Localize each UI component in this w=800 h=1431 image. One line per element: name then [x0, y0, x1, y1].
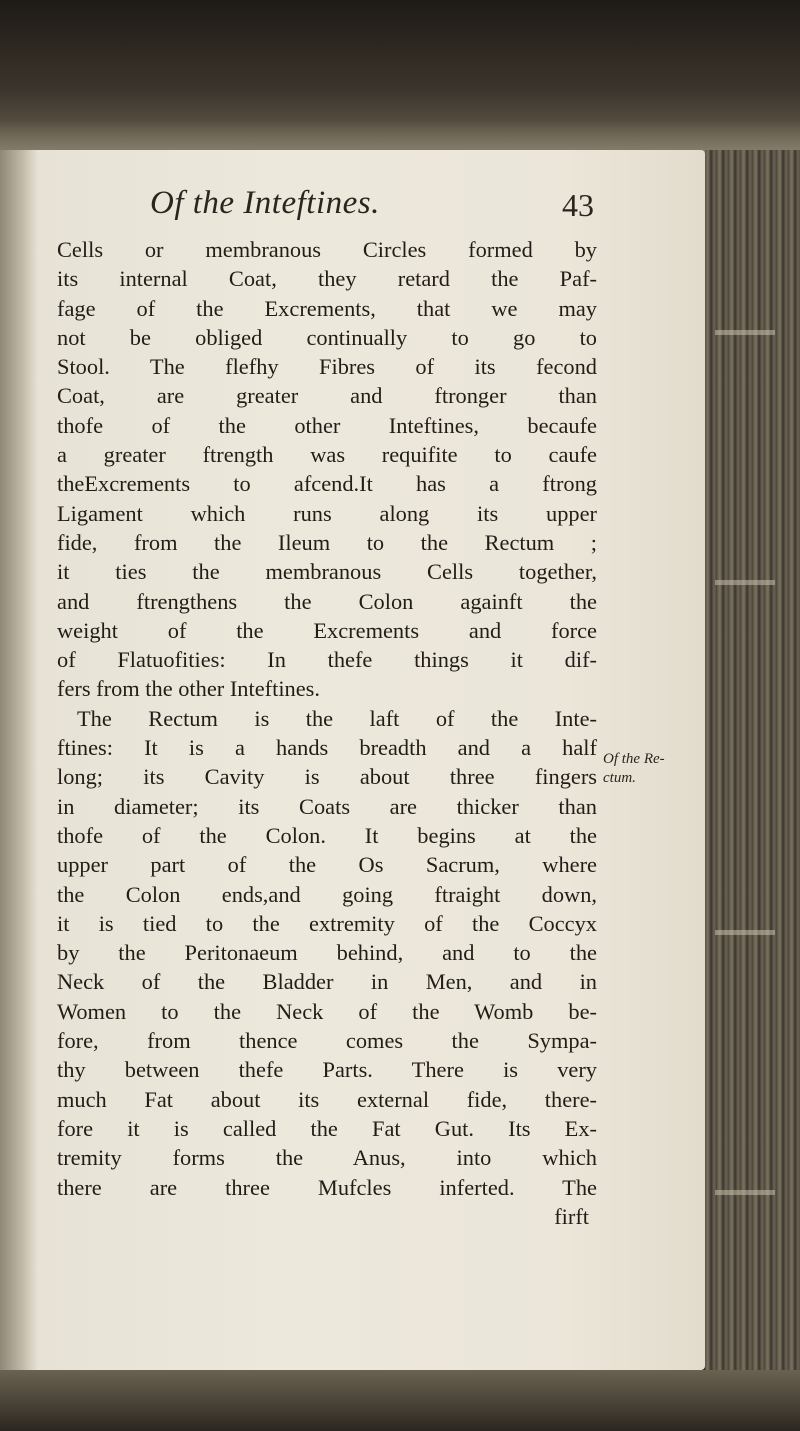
text-line: Ligament which runs along its upper: [57, 500, 597, 526]
body-text: [57, 235, 597, 1231]
text-line: long; its Cavity is about three fingers: [57, 764, 597, 790]
scan-background-bottom: [0, 1370, 800, 1431]
text-line: fage of the Excrements, that we may: [57, 295, 597, 321]
text-line: thy between thefe Parts. There is very: [57, 1057, 597, 1083]
page-header: [0, 185, 705, 235]
text-line: of Flatuofities: In thefe things it dif-: [57, 647, 597, 673]
page-edge-highlight: [715, 1190, 775, 1195]
text-line: its internal Coat, they retard the Paf-: [57, 266, 597, 292]
text-line: fore, from thence comes the Sympa-: [57, 1028, 597, 1054]
text-line: tremity forms the Anus, into which: [57, 1145, 597, 1171]
text-line: ftines: It is a hands breadth and a half: [57, 735, 597, 761]
text-line: there are three Mufcles inferted. The: [57, 1174, 597, 1200]
text-line: Coat, are greater and ftronger than: [57, 383, 597, 409]
text-line: much Fat about its external fide, there-: [57, 1086, 597, 1112]
catchword: firft: [554, 1203, 589, 1229]
text-line: theExcrements to afcend.It has a ftrong: [57, 471, 597, 497]
book-edge: [705, 150, 800, 1370]
page-edge-highlight: [715, 930, 775, 935]
text-line: Neck of the Bladder in Men, and in: [57, 969, 597, 995]
text-line: a greater ftrength was requifite to caufe: [57, 442, 597, 468]
text-line: it is tied to the extremity of the Coccyx: [57, 910, 597, 936]
text-line: not be obliged continually to go to: [57, 324, 597, 350]
margin-note: [603, 750, 703, 788]
text-line: it ties the membranous Cells together,: [57, 559, 597, 585]
text-line: fore it is called the Fat Gut. Its Ex-: [57, 1115, 597, 1141]
text-line: weight of the Excrements and force: [57, 617, 597, 643]
margin-note-line: ctum.: [603, 770, 636, 786]
margin-note-line: Of the Re-: [603, 751, 665, 767]
text-line: and ftrengthens the Colon againft the: [57, 588, 597, 614]
page-edge-highlight: [715, 580, 775, 585]
running-head: Of the Inteftines.: [150, 185, 380, 221]
text-line: fide, from the Ileum to the Rectum ;: [57, 529, 597, 555]
page-number: 43: [562, 187, 594, 223]
page-gutter-shadow: [0, 150, 38, 1370]
scan-background-top: [0, 0, 800, 160]
text-line: The Rectum is the laft of the Inte-: [77, 705, 597, 731]
text-line: thofe of the other Inteftines, becaufe: [57, 412, 597, 438]
text-line: thofe of the Colon. It begins at the: [57, 822, 597, 848]
page-edge-highlight: [715, 330, 775, 335]
text-line: in diameter; its Coats are thicker than: [57, 793, 597, 819]
text-line: Stool. The flefhy Fibres of its fecond: [57, 354, 597, 380]
text-line: Cells or membranous Circles formed by: [57, 237, 597, 262]
text-line: by the Peritonaeum behind, and to the: [57, 940, 597, 966]
text-line: fers from the other Inteftines.: [57, 676, 320, 702]
text-line: the Colon ends,and going ftraight down,: [57, 881, 597, 907]
text-line: upper part of the Os Sacrum, where: [57, 852, 597, 878]
text-line: Women to the Neck of the Womb be-: [57, 998, 597, 1024]
